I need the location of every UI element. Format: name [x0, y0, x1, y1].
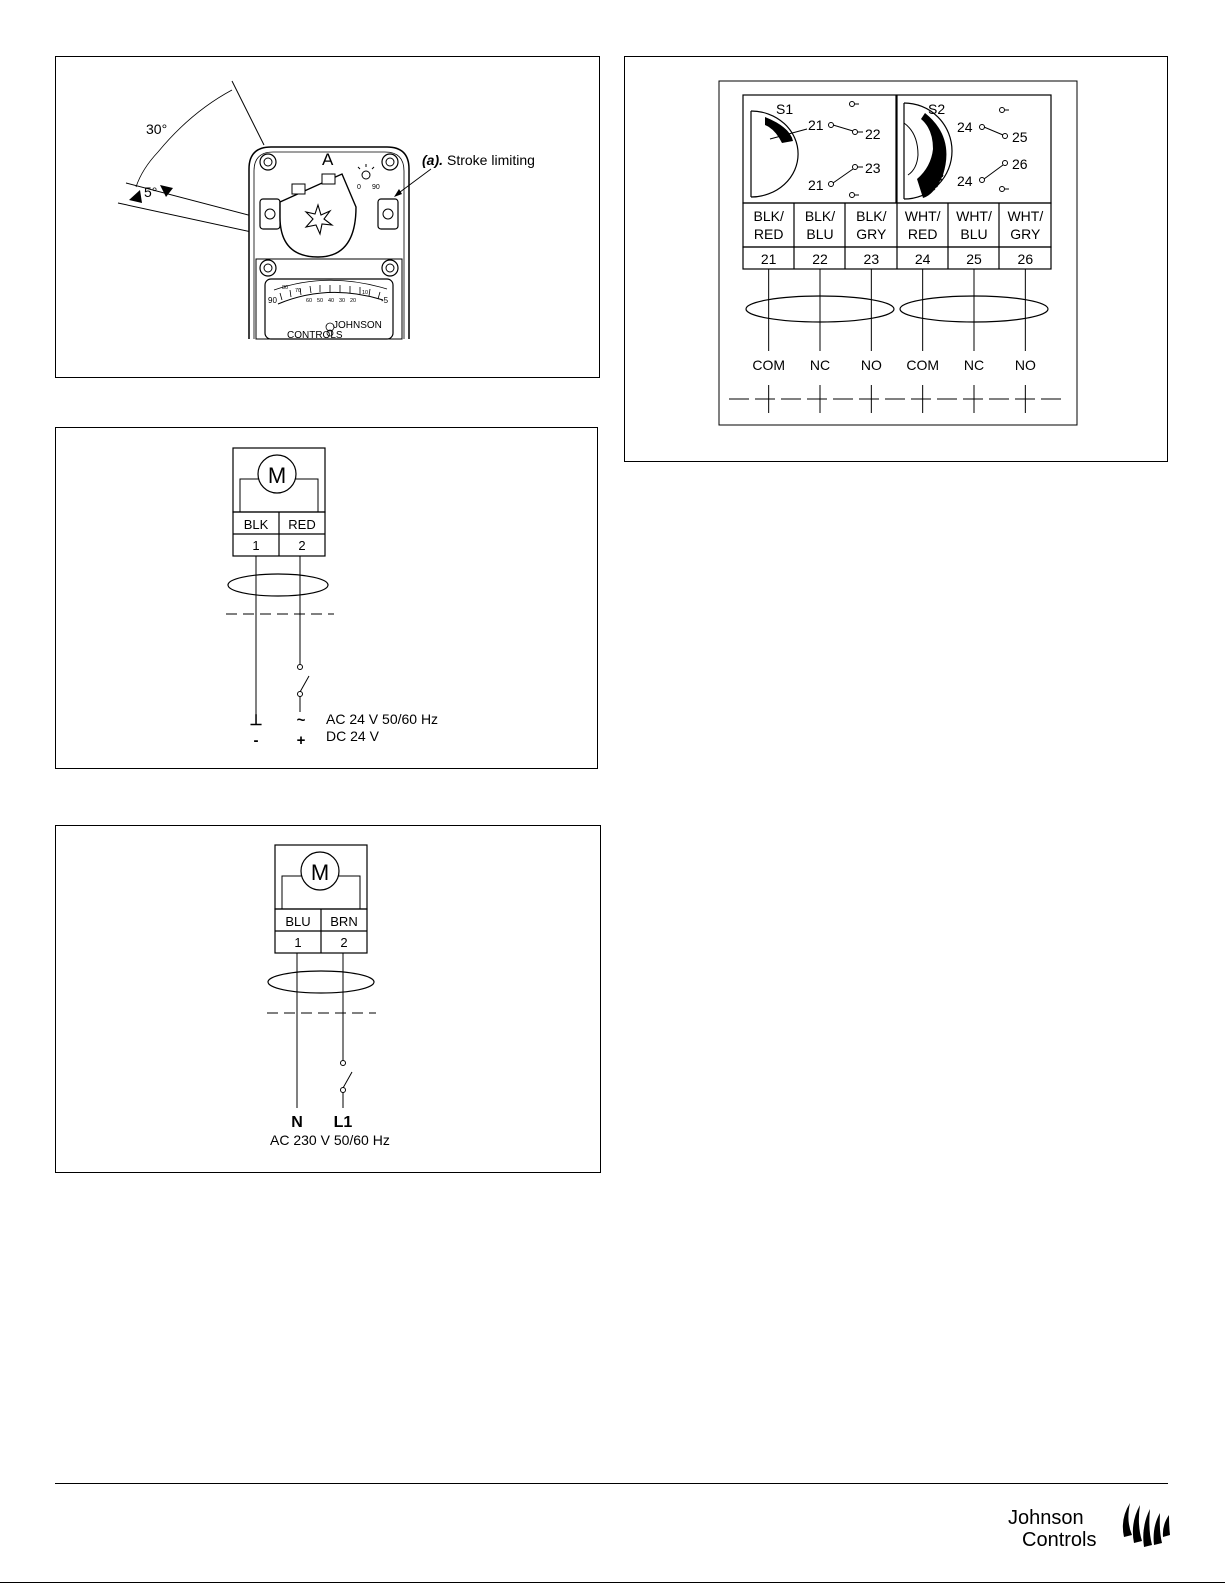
wire-color-1: BLK — [243, 517, 269, 532]
wire-color-label: GRY — [1010, 226, 1041, 242]
footer-rule — [55, 1483, 1168, 1484]
plus-symbol: + — [296, 732, 306, 749]
scale-tick-label: 80 — [282, 285, 289, 291]
angle-large-label: 30° — [146, 121, 168, 137]
actuator-panel — [55, 56, 600, 378]
switch-blade-icon — [300, 676, 309, 692]
scale-tick-label: 70 — [295, 288, 302, 294]
switch-s2-label: S2 — [928, 101, 946, 117]
supply-dc-label: DC 24 V — [326, 728, 379, 744]
s1-top-com: 21 — [808, 117, 824, 133]
arrow-left-icon — [129, 190, 142, 203]
bottom-rule — [0, 1582, 1225, 1583]
wiring-24v-panel — [55, 427, 598, 769]
scale-right: -5 — [381, 296, 389, 305]
wire-function-label: NO — [860, 357, 882, 373]
switch-s1-label: S1 — [776, 101, 794, 117]
terminal-2: 2 — [298, 538, 306, 553]
switch-panel — [624, 56, 1168, 462]
wire-function-label: NC — [963, 357, 985, 373]
scale-tick-label: 30 — [339, 298, 346, 304]
terminal-1: 1 — [294, 935, 302, 950]
dial-min: 0 — [357, 184, 361, 191]
angle-arc-5 — [136, 152, 158, 187]
angle-small-label: 5° — [144, 184, 158, 200]
neutral-label: N — [291, 1114, 303, 1131]
actuator-letter: A — [322, 150, 334, 169]
stroke-limit-clamp-right — [378, 199, 398, 229]
supply-ac-label: AC 24 V 50/60 Hz — [326, 711, 439, 727]
s2-top-com: 24 — [957, 119, 973, 135]
angle-line-bottom — [118, 203, 256, 233]
scale-left: 90 — [268, 296, 277, 305]
switch-blade-icon — [343, 1072, 352, 1088]
switch-contact-icon — [298, 665, 303, 670]
wire-color-label: RED — [907, 226, 938, 242]
cable-bundle — [228, 574, 328, 596]
wire-function-label: NO — [1014, 357, 1036, 373]
wire-terminal-label: 25 — [966, 251, 982, 267]
supply-label: AC 230 V 50/60 Hz — [270, 1132, 390, 1148]
wire-color-label: GRY — [856, 226, 887, 242]
wiring-230v-panel — [55, 825, 601, 1173]
wire-color-label: BLU — [960, 226, 988, 242]
scale-tick-label: 40 — [328, 298, 335, 304]
terminal-2: 2 — [340, 935, 348, 950]
scale-tick-label: 60 — [306, 298, 313, 304]
cable-bundle — [268, 971, 374, 993]
logo-wordmark — [1008, 1507, 1096, 1551]
terminal-1: 1 — [252, 538, 260, 553]
s1-top-to: 22 — [865, 126, 881, 142]
wiring-24v-diagram — [56, 428, 599, 770]
wire-color-label: WHT/ — [904, 208, 941, 224]
brand-line2: CONTROLS — [287, 330, 343, 341]
s2-bottom-com: 24 — [957, 173, 973, 189]
wire-color-label: WHT/ — [956, 208, 992, 224]
wire-color-label: BLK/ — [804, 208, 836, 224]
switch-wiring-diagram — [625, 57, 1169, 463]
scale-tick-label: 50 — [317, 298, 324, 304]
s1-bottom-com: 21 — [808, 177, 824, 193]
scale-tick-label: 10 — [362, 290, 369, 296]
wire-terminal-label: 22 — [812, 251, 828, 267]
wire-function-label: NC — [809, 357, 831, 373]
line-label: L1 — [333, 1114, 353, 1131]
wire-color-1: BLU — [285, 914, 311, 929]
actuator-drawing — [56, 57, 601, 379]
wiring-230v-diagram — [56, 826, 602, 1174]
wire-terminal-label: 26 — [1017, 251, 1034, 267]
s2-top-to: 25 — [1012, 129, 1028, 145]
logo-flame-icon — [1116, 1497, 1176, 1557]
ground-symbol: ⊥ — [249, 712, 263, 729]
scale-tick-label: 20 — [350, 298, 357, 304]
ac-symbol: ~ — [296, 712, 306, 729]
wire-terminal-label: 21 — [760, 251, 777, 267]
wire-terminal-label: 23 — [863, 251, 880, 267]
motor-label: M — [267, 463, 287, 488]
wire-terminal-label: 24 — [914, 251, 931, 267]
stroke-label: (a). Stroke limiting — [422, 152, 535, 168]
motor-label: M — [310, 860, 330, 885]
switch-contact-icon — [341, 1061, 346, 1066]
wire-function-label: COM — [906, 357, 940, 373]
wire-color-label: BLK/ — [856, 208, 887, 224]
angle-arc-30 — [158, 90, 232, 152]
wire-color-label: BLU — [806, 226, 834, 242]
johnson-controls-logo — [1008, 1497, 1168, 1567]
minus-symbol: - — [253, 732, 259, 749]
wire-color-2: RED — [288, 517, 316, 532]
logo-line1: Johnson — [1008, 1507, 1084, 1529]
s2-bottom-to: 26 — [1012, 156, 1028, 172]
wire-color-label: WHT/ — [1007, 208, 1044, 224]
wire-function-label: COM — [752, 357, 786, 373]
brand-line1: JOHNSON — [333, 320, 382, 331]
s1-bottom-to: 23 — [865, 160, 881, 176]
angle-line-top — [232, 81, 264, 145]
dial-max: 90 — [372, 184, 380, 191]
logo-line2: Controls — [1022, 1529, 1097, 1551]
stroke-limit-clamp-left — [260, 199, 280, 229]
wire-color-label: RED — [753, 226, 784, 242]
wire-color-2: BRN — [330, 914, 358, 929]
wire-color-label: BLK/ — [753, 208, 784, 224]
